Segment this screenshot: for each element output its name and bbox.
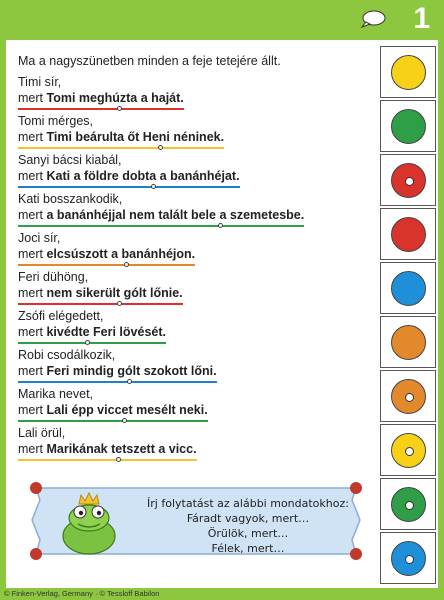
- mert-word: mert: [18, 325, 47, 339]
- sentence-subject: Zsófi elégedett,: [18, 309, 104, 323]
- cause-text: Tomi meghúzta a haját.: [46, 91, 184, 105]
- circle-hole: [405, 501, 414, 510]
- sentence-subject: Tomi mérges,: [18, 114, 94, 128]
- underline-dot: [158, 145, 163, 150]
- underline-dot: [151, 184, 156, 189]
- color-circle: [391, 271, 426, 306]
- sentence-subject: Robi csodálkozik,: [18, 348, 116, 362]
- sentence-subject: Marika nevet,: [18, 387, 94, 401]
- answer-underline: [18, 186, 240, 188]
- cause-text: Timi beárulta őt Heni néninek.: [46, 130, 225, 144]
- answer-circle-cell[interactable]: [380, 424, 436, 476]
- answer-underline: [18, 147, 224, 149]
- banner-line-2: Örülök, mert…: [207, 527, 289, 540]
- mert-word: mert: [18, 208, 47, 222]
- color-circle: [391, 379, 426, 414]
- answer-circle-cell[interactable]: [380, 316, 436, 368]
- mert-word: mert: [18, 91, 47, 105]
- underline-dot: [124, 262, 129, 267]
- sentence-block: [18, 269, 183, 301]
- circle-hole: [405, 393, 414, 402]
- cause-text: elcsúszott a banánhéjon.: [46, 247, 196, 261]
- sentence-subject: Joci sír,: [18, 231, 61, 245]
- answer-underline: [18, 264, 195, 266]
- sentence-reason: [18, 168, 240, 184]
- circle-hole: [405, 447, 414, 456]
- sentence-reason: [18, 129, 224, 145]
- answer-circle-cell[interactable]: [380, 100, 436, 152]
- cause-text: Kati a földre dobta a banánhéjat.: [46, 169, 240, 183]
- cause-text: Marikának tetszett a vicc.: [46, 442, 197, 456]
- sentence-subject: Timi sír,: [18, 75, 62, 89]
- underline-dot: [122, 418, 127, 423]
- sentence-reason: [18, 363, 217, 379]
- sentence-reason: [18, 90, 184, 106]
- sentence-subject: Sanyi bácsi kiabál,: [18, 153, 122, 167]
- intro-text: Ma a nagyszünetben minden a feje tetejére állt.: [18, 54, 281, 68]
- sentence-reason: [18, 207, 304, 223]
- underline-dot: [117, 106, 122, 111]
- answer-circle-cell[interactable]: [380, 478, 436, 530]
- underline-dot: [127, 379, 132, 384]
- sentence-block: [18, 74, 184, 106]
- color-circle: [391, 55, 426, 90]
- mert-word: mert: [18, 169, 47, 183]
- answer-circle-cell[interactable]: [380, 262, 436, 314]
- cause-text: kivédte Feri lövését.: [46, 325, 166, 339]
- answer-underline: [18, 342, 166, 344]
- answer-underline: [18, 381, 217, 383]
- sentence-reason: [18, 324, 166, 340]
- answer-circle-cell[interactable]: [380, 208, 436, 260]
- cause-text: Feri mindig gólt szokott lőni.: [46, 364, 217, 378]
- sentence-block: [18, 347, 217, 379]
- cause-text: a banánhéjjal nem talált bele a szemetesbe.: [46, 208, 305, 222]
- sentence-block: [18, 230, 195, 262]
- answer-circle-cell[interactable]: [380, 46, 436, 98]
- sentence-reason: [18, 402, 208, 418]
- answer-circle-cell[interactable]: [380, 532, 436, 584]
- underline-dot: [116, 457, 121, 462]
- sentence-block: [18, 386, 208, 418]
- answer-strip: [378, 40, 438, 588]
- color-circle: [391, 541, 426, 576]
- sentence-block: [18, 152, 240, 184]
- color-circle: [391, 433, 426, 468]
- banner-line-3: Félek, mert…: [211, 542, 285, 555]
- circle-hole: [405, 555, 414, 564]
- answer-underline: [18, 459, 197, 461]
- underline-dot: [218, 223, 223, 228]
- sentence-subject: Kati bosszankodik,: [18, 192, 123, 206]
- mert-word: mert: [18, 403, 47, 417]
- sentence-block: [18, 425, 197, 457]
- sentence-subject: Lali örül,: [18, 426, 66, 440]
- answer-underline: [18, 420, 208, 422]
- exercise-panel: [6, 40, 378, 588]
- answer-circle-cell[interactable]: [380, 154, 436, 206]
- mert-word: mert: [18, 247, 47, 261]
- sentence-reason: [18, 441, 197, 457]
- answer-underline: [18, 108, 184, 110]
- color-circle: [391, 109, 426, 144]
- mert-word: mert: [18, 130, 47, 144]
- sentence-block: [18, 308, 166, 340]
- banner-text: [138, 496, 358, 556]
- mert-word: mert: [18, 364, 47, 378]
- mert-word: mert: [18, 286, 47, 300]
- banner-instruction: Írj folytatást az alábbi mondatokhoz:: [147, 497, 349, 510]
- cause-text: Lali épp viccet mesélt neki.: [46, 403, 208, 417]
- underline-dot: [85, 340, 90, 345]
- banner-line-1: Fáradt vagyok, mert…: [186, 512, 310, 525]
- color-circle: [391, 487, 426, 522]
- sentence-subject: Feri dühöng,: [18, 270, 89, 284]
- answer-underline: [18, 303, 183, 305]
- answer-underline: [18, 225, 304, 227]
- color-circle: [391, 163, 426, 198]
- copyright-footer: © Finken-Verlag, Germany · © Tessloff Babilon: [4, 589, 160, 598]
- cause-text: nem sikerült gólt lőnie.: [46, 286, 183, 300]
- mert-word: mert: [18, 442, 47, 456]
- frog-prince-icon: [44, 492, 134, 558]
- underline-dot: [117, 301, 122, 306]
- page-number: 1: [413, 2, 430, 35]
- sentence-block: [18, 113, 224, 145]
- sentence-block: [18, 191, 304, 223]
- circle-hole: [405, 177, 414, 186]
- task-banner: [26, 480, 366, 560]
- sentence-reason: [18, 246, 195, 262]
- sentence-reason: [18, 285, 183, 301]
- speech-bubble-icon: [360, 10, 386, 28]
- color-circle: [391, 217, 426, 252]
- color-circle: [391, 325, 426, 360]
- answer-circle-cell[interactable]: [380, 370, 436, 422]
